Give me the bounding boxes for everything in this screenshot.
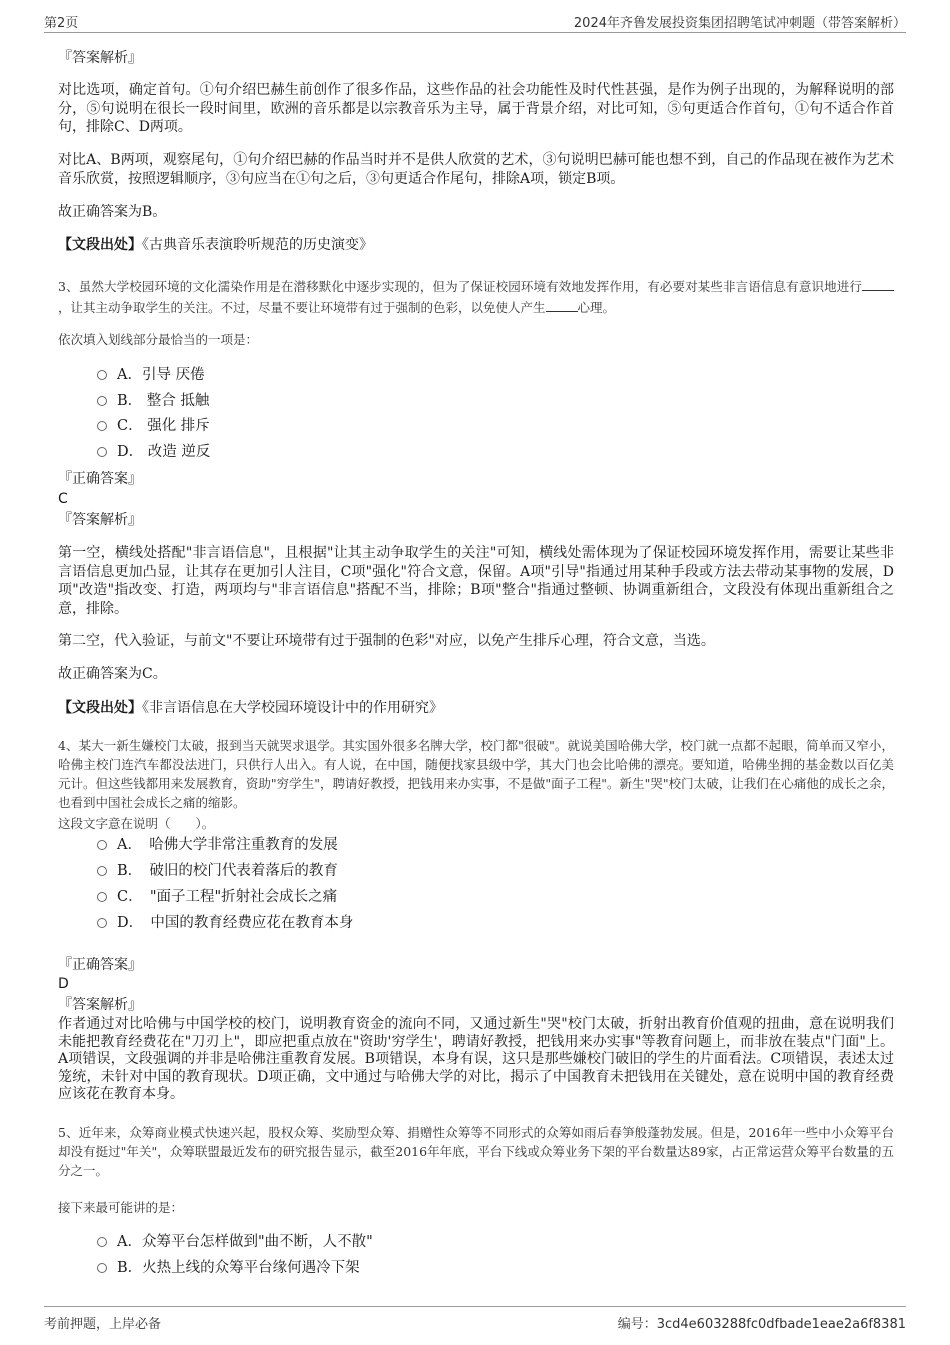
radio-icon[interactable] xyxy=(97,918,107,928)
option-b[interactable]: B．火热上线的众筹平台缘何遇冷下架 xyxy=(97,1258,360,1278)
answer-value: D xyxy=(58,976,69,992)
analysis-label: 『答案解析』 xyxy=(58,512,142,528)
page-number: 第2页 xyxy=(44,16,79,31)
analysis-label: 『答案解析』 xyxy=(58,997,142,1013)
source-label: 【文段出处】 xyxy=(58,237,142,253)
question-stem: 3、虽然大学校园环境的文化濡染作用是在潜移默化中逐步实现的，但为了保证校园环境有效地发挥作用，有必要对某些非言语信息有意识地进行，让其主动争取学生的关注。不过，尽量不要让环境带有过于强制的色彩，以免使人产生 心理。 xyxy=(58,276,894,318)
option-c[interactable]: C． 强化 排斥 xyxy=(97,416,210,436)
option-d[interactable]: D． 改造 逆反 xyxy=(97,442,210,462)
radio-icon[interactable] xyxy=(97,866,107,876)
answer-label: 『正确答案』 xyxy=(58,957,142,973)
radio-icon[interactable] xyxy=(97,421,107,431)
option-b[interactable]: B． 破旧的校门代表着落后的教育 xyxy=(97,861,338,881)
document-code: 编号：3cd4e603288fc0dfbade1eae2a6f8381 xyxy=(617,1317,906,1332)
option-a[interactable]: A． 哈佛大学非常注重教育的发展 xyxy=(97,835,338,855)
blank-line xyxy=(546,299,578,312)
blank-line xyxy=(862,278,894,291)
footer-slogan: 考前押题，上岸必备 xyxy=(44,1317,162,1332)
option-b[interactable]: B． 整合 抵触 xyxy=(97,391,209,411)
option-d[interactable]: D． 中国的教育经费应花在教育本身 xyxy=(97,913,353,933)
analysis-paragraph: 第一空，横线处搭配"非言语信息"，且根据"让其主动争取学生的关注"可知，横线处需体现为了保证校园环境发挥作用，需要让某些非言语信息更加凸显，让其存在更加引人注目，C项"强化"符合文意，保留。A项"引导"指通过用某种手段或方法去带动某事物的发展，D项"改造"指改变、打造，两项均与"非言语信息"搭配不当，排除；B项"整合"指通过整顿、协调重新组合，文段没有体现出重新组合之意，排除。 xyxy=(58,545,894,617)
source-title: 《古典音乐表演聆听规范的历史演变》 xyxy=(142,237,373,253)
answer-value: C xyxy=(58,491,68,507)
radio-icon[interactable] xyxy=(97,892,107,902)
source-line xyxy=(58,235,894,255)
source-title: 《非言语信息在大学校园环境设计中的作用研究》 xyxy=(142,700,443,716)
option-a[interactable]: A．众筹平台怎样做到"曲不断，人不散" xyxy=(97,1232,373,1252)
document-title: 2024年齐鲁发展投资集团招聘笔试冲刺题（带答案解析） xyxy=(573,16,906,31)
question-prompt: 这段文字意在说明（ ）。 xyxy=(58,816,215,831)
source-label: 【文段出处】 xyxy=(58,700,142,716)
option-c[interactable]: C． "面子工程"折射社会成长之痛 xyxy=(97,887,337,907)
radio-icon[interactable] xyxy=(97,370,107,380)
question-stem: 4、某大一新生嫌校门太破，报到当天就哭求退学。其实国外很多名牌大学，校门都"很破"。就说美国哈佛大学，校门就一点都不起眼，简单而又窄小，哈佛主校门连汽车都没法进门，只供行人出入。有人说，在中国，随便找家县级中学，其大门也会比哈佛的漂亮。要知道，哈佛坐拥的基金数以百亿美元计。但这些钱都用来发展教育，资助"穷学生"，聘请好教授，把钱用来办实事，不是做"面子工程"。新生"哭"校门太破，让我们在心痛他的成长之余，也看到中国社会成长之痛的缩影。 xyxy=(58,738,894,810)
radio-icon[interactable] xyxy=(97,1263,107,1273)
analysis-paragraph: 对比选项，确定首句。①句介绍巴赫生前创作了很多作品，这些作品的社会功能性及时代性甚强，是作为例子出现的，为解释说明的部分，⑤句说明在很长一段时间里，欧洲的音乐都是以宗教音乐为主导，属于背景介绍，对比可知，⑤句更适合作首句，①句不适合作首句，排除C、D两项。 xyxy=(58,82,894,135)
analysis-paragraph: 对比A、B两项，观察尾句，①句介绍巴赫的作品当时并不是供人欣赏的艺术，③句说明巴赫可能也想不到，自己的作品现在被作为艺术音乐欣赏，按照逻辑顺序，③句应当在①句之后，③句更适合作尾句，排除A项，锁定B项。 xyxy=(58,152,894,187)
analysis-paragraph: 第二空，代入验证，与前文"不要让环境带有过于强制的色彩"对应，以免产生排斥心理，符合文意，当选。 xyxy=(58,633,715,649)
radio-icon[interactable] xyxy=(97,447,107,457)
analysis-conclusion: 故正确答案为B。 xyxy=(58,204,167,220)
option-a[interactable]: A．引导 厌倦 xyxy=(97,365,205,385)
radio-icon[interactable] xyxy=(97,1237,107,1247)
answer-label: 『正确答案』 xyxy=(58,471,142,487)
radio-icon[interactable] xyxy=(97,396,107,406)
question-stem: 5、近年来，众筹商业模式快速兴起，股权众筹、奖励型众筹、捐赠性众筹等不同形式的众筹如雨后春笋般蓬勃发展。但是，2016年一些中小众筹平台却没有挺过"年关"，众筹联盟最近发布的研究报告显示，截至2016年年底，平台下线或众筹业务下架的平台数量达89家，占正常运营众筹平台数量的五分之一。 xyxy=(58,1125,894,1178)
page-header xyxy=(44,10,906,33)
question-prompt: 依次填入划线部分最恰当的一项是： xyxy=(58,332,259,347)
question-prompt: 接下来最可能讲的是： xyxy=(58,1200,184,1215)
radio-icon[interactable] xyxy=(97,840,107,850)
analysis-conclusion: 故正确答案为C。 xyxy=(58,666,167,682)
page-footer xyxy=(44,1306,906,1333)
analysis-label: 『答案解析』 xyxy=(58,50,142,66)
analysis-paragraph: 作者通过对比哈佛与中国学校的校门，说明教育资金的流向不同，又通过新生"哭"校门太破，折射出教育价值观的扭曲，意在说明我们未能把教育经费花在"刀刃上"，即应把重点放在"资助'穷学生'，聘请好教授，把钱用来办实事"等教育问题上，而非放在装点"门面"上。A项错误，文段强调的并非是哈佛注重教育发展。B项错误，本身有误，这只是那些嫌校门破旧的学生的片面看法。C项错误，表述太过笼统，未针对中国的教育现状。D项正确，文中通过与哈佛大学的对比，揭示了中国教育未把钱用在关键处，意在说明中国的教育经费应该花在教育本身。 xyxy=(58,1016,894,1102)
source-line xyxy=(58,698,894,718)
